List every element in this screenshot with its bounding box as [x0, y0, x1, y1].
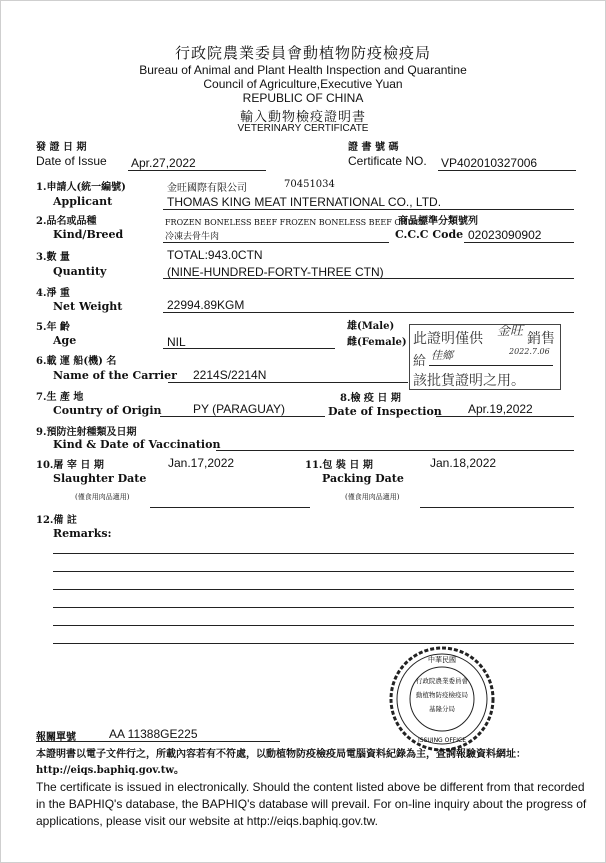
- packing-note: (僅食用肉品適用): [345, 493, 400, 501]
- agency-en: Bureau of Animal and Plant Health Inspection and Quarantine: [139, 63, 467, 77]
- sales-certification-stamp: [409, 320, 563, 392]
- title-zh: 行政院農業委員會動植物防疫檢疫局: [174, 44, 431, 62]
- kind-value-en: FROZEN BONELESS BEEF FROZEN BONELESS BEEF CHUCK: [165, 218, 427, 227]
- cert-no-label-zh: 證 書 號 碼: [348, 142, 399, 153]
- packing-label-zh: 11.包 裝 日 期: [305, 460, 373, 471]
- slaughter-label-en: Slaughter Date: [53, 472, 147, 485]
- stamp-line1: 此證明僅供: [413, 331, 483, 347]
- stamp-buyer: 佳鄉: [431, 349, 453, 362]
- male-label: 雄(Male): [347, 321, 395, 332]
- age-underline: [163, 348, 335, 349]
- customs-underline: [36, 741, 280, 742]
- remarks-line: [53, 643, 574, 644]
- slaughter-label-zh: 10.屠 宰 日 期: [36, 460, 104, 471]
- applicant-label-en: Applicant: [53, 195, 113, 208]
- remarks-label-en: Remarks:: [53, 527, 112, 540]
- applicant-id-number: 70451034: [284, 179, 335, 190]
- issue-date-label-en: Date of Issue: [36, 154, 107, 168]
- quantity-value-1: TOTAL:943.0CTN: [167, 248, 263, 262]
- origin-value: PY (PARAGUAY): [193, 402, 286, 416]
- cert-title-en: VETERINARY CERTIFICATE: [237, 123, 369, 134]
- net-weight-value: 22994.89KGM: [167, 298, 245, 312]
- carrier-label-zh: 6.載 運 船(機) 名: [36, 356, 117, 367]
- cert-no-value: VP402010327006: [441, 156, 538, 170]
- vaccination-label-zh: 9.預防注射種類及日期: [36, 427, 137, 438]
- age-label-en: Age: [53, 334, 77, 347]
- quantity-underline: [163, 278, 574, 279]
- remarks-line: [53, 625, 574, 626]
- quantity-label-zh: 3.數 量: [36, 252, 70, 263]
- age-value: NIL: [167, 335, 186, 349]
- female-label: 雌(Female): [347, 337, 407, 348]
- issue-date-label-zh: 發 證 日 期: [36, 142, 87, 153]
- kind-label-en: Kind/Breed: [53, 228, 124, 241]
- seal-line2: 動植物防疫檢疫局: [416, 691, 468, 699]
- inspection-underline: [436, 416, 574, 417]
- net-weight-label-en: Net Weight: [53, 300, 123, 313]
- official-seal: [388, 645, 496, 753]
- seal-outer-bottom: ISSUING OFFICE: [418, 737, 466, 744]
- net-weight-label-zh: 4.淨 重: [36, 288, 70, 299]
- applicant-underline: [163, 209, 574, 210]
- kind-label-zh: 2.品名或品種: [36, 216, 97, 227]
- inspection-value: Apr.19,2022: [468, 402, 533, 416]
- seal-line1: 行政院農業委員會: [416, 677, 468, 685]
- remarks-line: [53, 607, 574, 608]
- carrier-underline: [168, 382, 408, 383]
- age-label-zh: 5.年 齡: [36, 322, 70, 333]
- stamp-handwritten-date: 2022.7.06: [509, 347, 550, 356]
- customs-value: AA 11388GE225: [109, 727, 198, 741]
- origin-underline: [160, 416, 325, 417]
- ccc-label-zh: 商品標準分類號列: [398, 216, 478, 227]
- carrier-value: 2214S/2214N: [193, 368, 267, 382]
- customs-label: 報關單號: [36, 732, 76, 743]
- slaughter-note: (僅食用肉品適用): [75, 493, 130, 501]
- remarks-line: [53, 589, 574, 590]
- issue-date-underline: [128, 170, 266, 171]
- footer-note-en-3: applications, please visit our website at http://eiqs.baphiq.gov.tw.: [36, 814, 378, 828]
- quantity-value-2: (NINE-HUNDRED-FORTY-THREE CTN): [167, 265, 384, 279]
- footer-note-en-1: The certificate is issued in electronically. Should the content listed above be different from that recorded: [36, 780, 585, 794]
- seal-outer-top: 中華民國: [428, 656, 456, 664]
- applicant-value-en: THOMAS KING MEAT INTERNATIONAL CO., LTD.: [167, 195, 442, 209]
- remarks-line: [53, 553, 574, 554]
- stamp-line3: 該批貨證明之用。: [413, 373, 525, 389]
- ccc-underline: [464, 242, 574, 243]
- stamp-line1b: 銷售: [527, 331, 555, 347]
- ccc-label-en: C.C.C Code: [395, 228, 464, 241]
- seal-line3: 基隆分局: [429, 705, 455, 713]
- slaughter-value: Jan.17,2022: [168, 456, 235, 470]
- remarks-label-zh: 12.備 註: [36, 515, 77, 526]
- applicant-value-zh: 金旺國際有限公司: [167, 183, 247, 194]
- applicant-label-zh: 1.申請人(統一編號): [36, 182, 126, 193]
- origin-label-zh: 7.生 產 地: [36, 392, 84, 403]
- origin-label-en: Country of Origin: [53, 404, 162, 417]
- stamp-line2: 給: [413, 354, 427, 369]
- kind-underline: [163, 242, 389, 243]
- inspection-label-en: Date of Inspection: [328, 405, 442, 418]
- cert-no-label-en: Certificate NO.: [348, 154, 427, 168]
- ccc-value: 02023090902: [468, 228, 542, 242]
- carrier-label-en: Name of the Carrier: [53, 369, 177, 382]
- council-en: Council of Agriculture,Executive Yuan: [203, 77, 403, 91]
- cert-no-underline: [438, 170, 576, 171]
- packing-underline: [420, 507, 574, 508]
- quantity-label-en: Quantity: [53, 265, 107, 278]
- packing-label-en: Packing Date: [322, 472, 404, 485]
- kind-value-zh: 冷凍去骨牛肉: [165, 232, 220, 242]
- issue-date-value: Apr.27,2022: [131, 156, 196, 170]
- packing-value: Jan.18,2022: [430, 456, 497, 470]
- country-en: REPUBLIC OF CHINA: [242, 91, 364, 105]
- footer-note-zh: 本證明書以電子文件行之，所載內容若有不符處，以動植物防疫檢疫局電腦資料紀錄為主，查詢報驗資料網址：http://eiqs.baphiq.gov.tw。: [36, 749, 526, 776]
- cert-title-zh: 輸入動物檢疫證明書: [239, 110, 366, 125]
- footer-note-en-2: in the BAPHIQ's database, the BAPHIQ's database will prevail. For on-line inquiry about the progress of: [36, 797, 587, 811]
- stamp-blank-line: [429, 365, 553, 366]
- vaccination-underline: [216, 450, 574, 451]
- remarks-line: [53, 571, 574, 572]
- vaccination-label-en: Kind & Date of Vaccination: [53, 438, 221, 451]
- stamp-company: 金旺: [497, 324, 524, 339]
- slaughter-underline: [150, 507, 310, 508]
- net-weight-underline: [163, 312, 574, 313]
- inspection-label-zh: 8.檢 疫 日 期: [340, 393, 401, 404]
